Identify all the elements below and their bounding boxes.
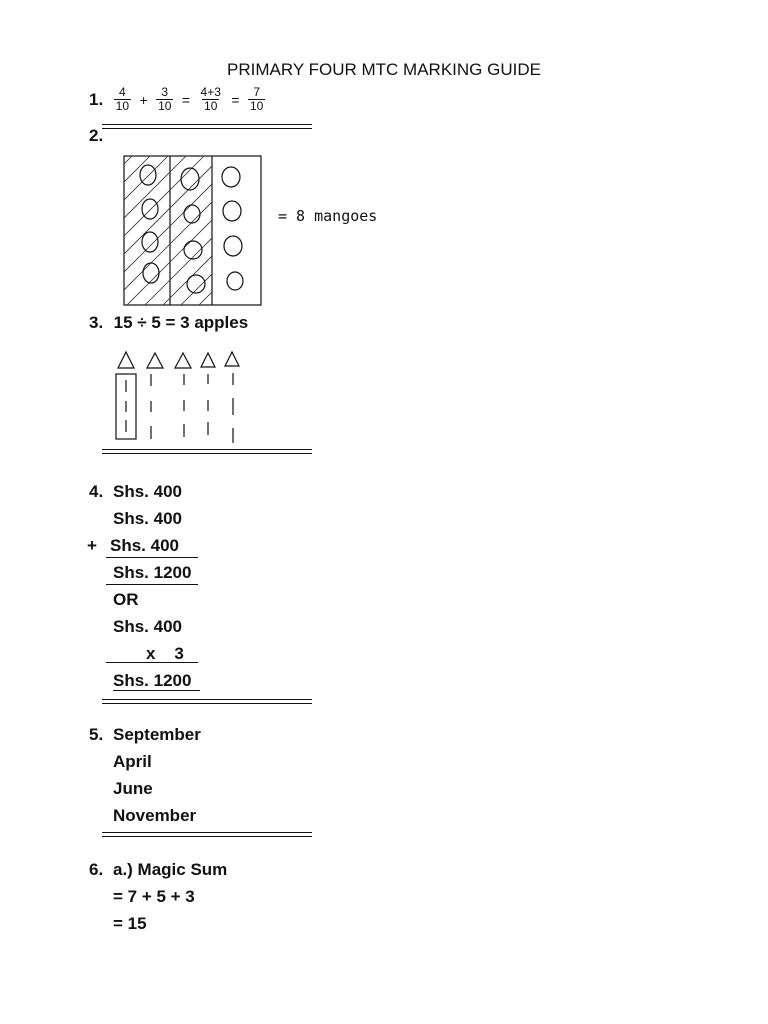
month-november: November [113, 806, 197, 825]
product-underline [113, 690, 200, 691]
question-number: 5. [89, 725, 104, 744]
question-number: 3. [89, 313, 104, 332]
addend-line: Shs. 400 [113, 509, 182, 528]
question-number: 4. [89, 482, 104, 501]
numerator: 4 [118, 85, 126, 99]
magic-sum-heading: a.) Magic Sum [113, 860, 228, 879]
page-title: PRIMARY FOUR MTC MARKING GUIDE [227, 60, 541, 79]
double-rule [102, 832, 312, 837]
double-rule [102, 449, 312, 454]
month-april: April [113, 752, 152, 771]
fraction-3-10 [156, 86, 173, 113]
question-number: 2. [89, 126, 104, 145]
equals-sign: = [231, 91, 240, 108]
sum-rule [106, 584, 198, 585]
denominator: 10 [204, 99, 218, 113]
month-september: September [113, 725, 201, 744]
fraction-4-10 [114, 86, 131, 113]
plus-sign: + [87, 536, 97, 555]
equals-sign: = [181, 91, 191, 108]
mango-result: = 8 mangoes [278, 207, 378, 225]
magic-sum-working: = 7 + 5 + 3 [113, 887, 195, 906]
multiplier-line: x 3 [146, 644, 184, 663]
fraction-4plus3-10 [199, 86, 223, 113]
mango-grouping-diagram [118, 150, 268, 312]
or-label: OR [113, 590, 139, 609]
double-rule [102, 124, 312, 129]
denominator: 10 [158, 99, 172, 113]
question-number: 6. [89, 860, 104, 879]
denominator: 10 [115, 99, 129, 113]
product-rule [106, 662, 198, 663]
numerator: 7 [253, 85, 261, 99]
question-3 [89, 313, 248, 333]
addend-line: Shs. 400 [110, 536, 179, 555]
sum-rule [106, 557, 198, 558]
multiplicand-line: Shs. 400 [113, 617, 182, 636]
question-number: 1. [89, 89, 104, 109]
product-line: Shs. 1200 [113, 671, 192, 690]
fraction-7-10 [248, 86, 265, 113]
addend-line: Shs. 400 [113, 482, 182, 501]
total-line: Shs. 1200 [113, 563, 192, 582]
double-rule [102, 699, 312, 704]
month-june: June [113, 779, 153, 798]
question-1 [89, 86, 265, 113]
plus-sign: + [139, 91, 148, 108]
numerator: 3 [161, 85, 169, 99]
apple-sharing-diagram [112, 346, 252, 446]
numerator: 4+3 [200, 85, 221, 99]
division-statement: 15 ÷ 5 = 3 apples [113, 313, 249, 332]
magic-sum-answer: = 15 [113, 914, 147, 933]
denominator: 10 [250, 99, 264, 113]
